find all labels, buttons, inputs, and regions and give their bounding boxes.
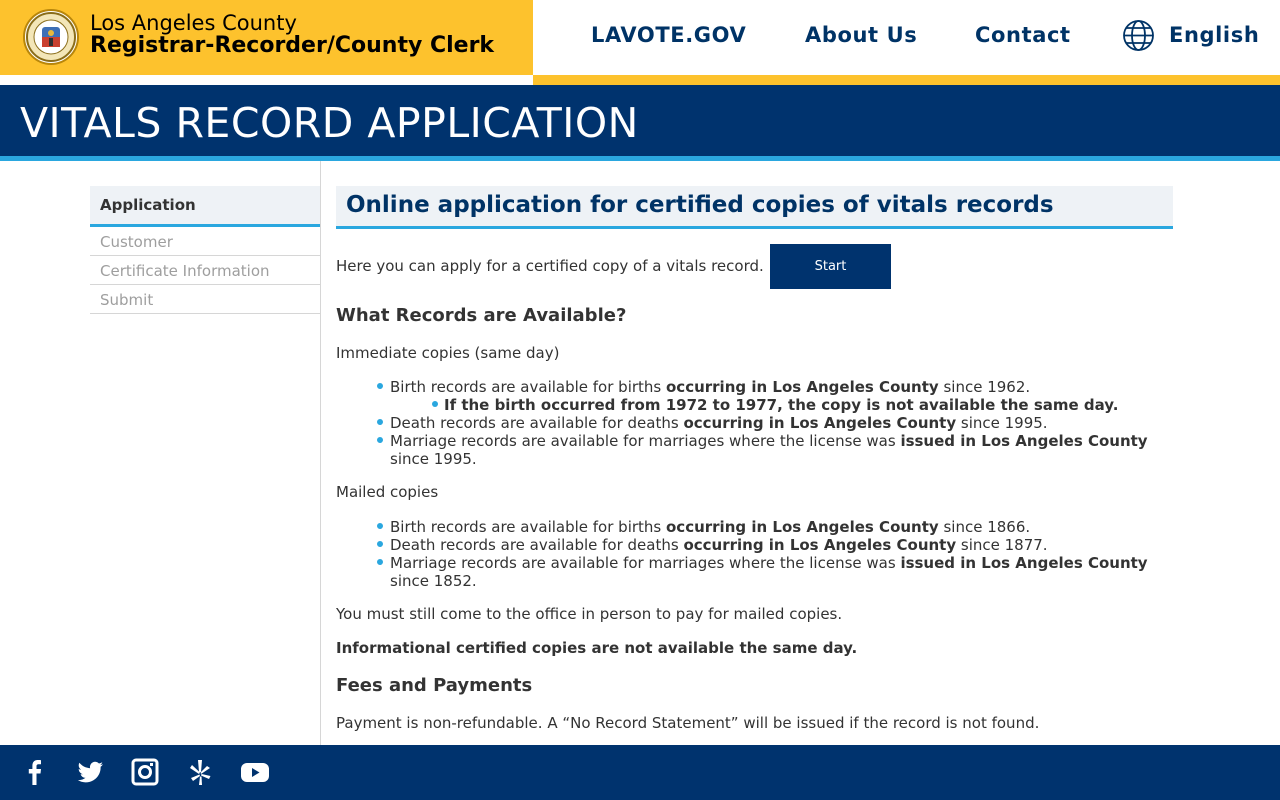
- language-selector[interactable]: English: [1169, 23, 1260, 47]
- start-button[interactable]: Start: [770, 244, 891, 289]
- list-item: Birth records are available for births occurring in Los Angeles County since 1962.: [390, 378, 1031, 396]
- site-footer: [0, 745, 1280, 800]
- sidebar-item-certificate-information[interactable]: [90, 256, 320, 285]
- sidebar-item-label: Certificate Information: [100, 262, 270, 280]
- main-heading-bar: [336, 186, 1173, 229]
- twitter-icon[interactable]: [75, 757, 105, 787]
- sidebar-item-label: Submit: [100, 291, 154, 309]
- org-name-line2: Registrar-Recorder/County Clerk: [90, 33, 495, 58]
- sidebar-item-submit[interactable]: [90, 285, 320, 314]
- sidebar-item-label: Customer: [100, 233, 173, 251]
- sidebar-item-application[interactable]: [90, 186, 320, 227]
- list-item: Birth records are available for births occurring in Los Angeles County since 1866.: [390, 518, 1031, 536]
- nav-lavote-link[interactable]: LAVOTE.GOV: [591, 23, 747, 47]
- brand-block[interactable]: [0, 0, 533, 75]
- county-seal-icon: [23, 9, 79, 65]
- informational-note: Informational certified copies are not available the same day.: [336, 639, 858, 657]
- bullet-icon: [377, 383, 383, 389]
- list-item: Death records are available for deaths occurring in Los Angeles County since 1877.: [390, 536, 1048, 554]
- fees-heading: Fees and Payments: [336, 675, 533, 696]
- bullet-icon: [377, 437, 383, 443]
- globe-icon[interactable]: [1122, 19, 1155, 52]
- immediate-copies-label: Immediate copies (same day): [336, 344, 560, 362]
- list-item: Marriage records are available for marriages where the license was issued in Los Angeles County: [390, 432, 1148, 450]
- facebook-icon[interactable]: [20, 757, 50, 787]
- instagram-icon[interactable]: [130, 757, 160, 787]
- header-gold-strip: [533, 75, 1280, 85]
- yelp-icon[interactable]: [185, 757, 215, 787]
- page-title-band: [0, 85, 1280, 161]
- bullet-icon: [377, 559, 383, 565]
- intro-text: Here you can apply for a certified copy of a vitals record.: [336, 257, 764, 275]
- nav-contact-link[interactable]: Contact: [975, 23, 1071, 47]
- bullet-icon: [432, 401, 438, 407]
- sidebar-item-label: Application: [100, 196, 196, 214]
- bullet-icon: [377, 419, 383, 425]
- main-heading: Online application for certified copies of vitals records: [346, 192, 1054, 218]
- list-item: Marriage records are available for marriages where the license was issued in Los Angeles County: [390, 554, 1148, 572]
- list-item: Death records are available for deaths occurring in Los Angeles County since 1995.: [390, 414, 1048, 432]
- fees-text: Payment is non-refundable. A “No Record Statement” will be issued if the record is not found.: [336, 714, 1040, 732]
- list-item-continuation: since 1995.: [390, 450, 477, 468]
- available-heading: What Records are Available?: [336, 305, 627, 326]
- sidebar-item-customer[interactable]: [90, 227, 320, 256]
- youtube-icon[interactable]: [240, 757, 270, 787]
- in-person-note: You must still come to the office in person to pay for mailed copies.: [336, 605, 843, 623]
- org-name-line1: Los Angeles County: [90, 11, 297, 35]
- list-item: If the birth occurred from 1972 to 1977, the copy is not available the same day.: [444, 396, 1119, 414]
- page-title: VITALS RECORD APPLICATION: [20, 99, 639, 147]
- list-item-continuation: since 1852.: [390, 572, 477, 590]
- nav-about-link[interactable]: About Us: [805, 23, 918, 47]
- site-header: [0, 0, 1280, 85]
- bullet-icon: [377, 541, 383, 547]
- bullet-icon: [377, 523, 383, 529]
- mailed-copies-label: Mailed copies: [336, 483, 439, 501]
- sidebar-divider: [320, 161, 321, 745]
